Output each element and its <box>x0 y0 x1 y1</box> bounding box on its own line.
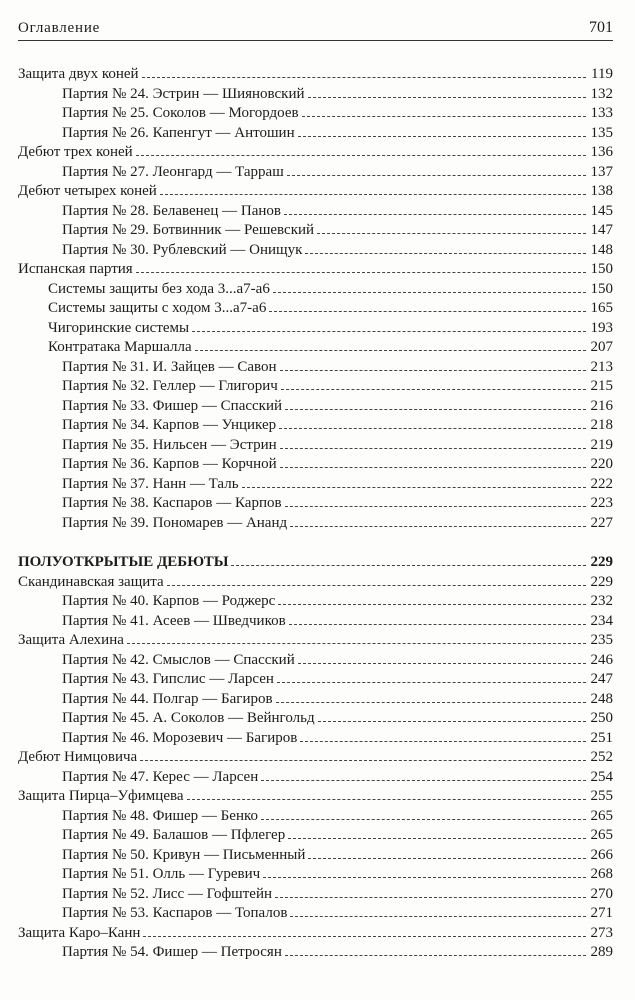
toc-entry-label: Партия № 53. Каспаров — Топалов <box>62 905 288 921</box>
dot-leader <box>280 467 586 468</box>
dot-leader <box>276 702 586 703</box>
toc-entry[interactable] <box>18 319 613 339</box>
toc-entry-label: Партия № 29. Ботвинник — Решевский <box>62 222 315 238</box>
toc-entry[interactable] <box>18 651 613 671</box>
toc-entry-page: 254 <box>590 768 613 785</box>
toc-entry[interactable] <box>18 592 613 612</box>
toc-entry[interactable] <box>18 85 613 105</box>
toc-entry-page: 147 <box>590 222 613 238</box>
toc-entry-label: Партия № 28. Белавенец — Панов <box>62 202 281 219</box>
toc-entry-label: Партия № 43. Гипслис — Ларсен <box>62 671 274 687</box>
dot-leader <box>231 565 586 566</box>
dot-leader <box>285 506 586 507</box>
toc-entry-label: Партия № 36. Карпов — Корчной <box>62 456 277 472</box>
dot-leader <box>284 214 586 215</box>
toc-entry-page: 119 <box>591 66 613 82</box>
dot-leader <box>140 760 586 761</box>
toc-entry-page: 250 <box>590 710 613 726</box>
toc-entry[interactable] <box>18 494 613 514</box>
toc-entry[interactable] <box>18 124 613 144</box>
toc-entry-page: 133 <box>590 105 613 121</box>
toc-entry[interactable] <box>18 416 613 436</box>
toc-entry-label: Партия № 35. Нильсен — Эстрин <box>62 436 277 453</box>
toc-entry-page: 216 <box>590 397 613 414</box>
toc-entry-label: Чигоринские системы <box>48 319 190 336</box>
dot-leader <box>277 682 586 683</box>
toc-entry-label: Скандинавская защита <box>18 573 164 590</box>
dot-leader <box>318 721 586 722</box>
toc-entry[interactable] <box>18 455 613 475</box>
toc-entry-label: Партия № 34. Карпов — Унцикер <box>62 417 277 433</box>
toc-entry-page: 132 <box>590 85 613 102</box>
dot-leader <box>308 97 586 98</box>
toc-entry[interactable] <box>18 221 613 241</box>
dot-leader <box>242 487 586 488</box>
dot-leader <box>285 409 586 410</box>
dot-leader <box>288 838 586 839</box>
dot-leader <box>287 175 586 176</box>
toc-entry-page: 213 <box>590 358 613 375</box>
toc-entry-page: 265 <box>590 827 613 843</box>
dot-leader <box>192 331 586 332</box>
toc-entry[interactable] <box>18 787 613 807</box>
section-spacer <box>18 533 613 553</box>
toc-entry-page: 268 <box>590 866 613 882</box>
dot-leader <box>187 799 586 800</box>
toc-entry-page: 150 <box>590 280 613 297</box>
toc-entry[interactable] <box>18 846 613 866</box>
dot-leader <box>290 916 586 917</box>
dot-leader <box>279 428 586 429</box>
dot-leader <box>142 77 586 78</box>
dot-leader <box>136 272 586 273</box>
toc-entry-label: Партия № 31. И. Зайцев — Савон <box>62 358 277 375</box>
dot-leader <box>290 526 586 527</box>
toc-entry[interactable] <box>18 143 613 163</box>
toc-entry[interactable] <box>18 748 613 768</box>
toc-entry-page: 265 <box>590 807 613 824</box>
toc-entry[interactable] <box>18 202 613 222</box>
toc-entry-label: Дебют Нимцовича <box>18 749 138 765</box>
toc-entry-label: Партия № 45. А. Соколов — Вейнгольд <box>62 710 315 726</box>
toc-entry-page: 251 <box>590 729 613 746</box>
toc-entry[interactable] <box>18 163 613 183</box>
toc-entry-page: 234 <box>590 612 613 629</box>
toc-entry-page: 165 <box>590 300 613 316</box>
toc-entry[interactable] <box>18 338 613 358</box>
toc-entry-label: Партия № 50. Кривун — Письменный <box>62 846 306 863</box>
toc-entry-page: 215 <box>590 378 613 394</box>
dot-leader <box>300 741 586 742</box>
dot-leader <box>317 233 586 234</box>
toc-entry[interactable] <box>18 924 613 944</box>
toc-entry[interactable] <box>18 397 613 417</box>
toc-entry-label: Системы защиты с ходом 3...a7-a6 <box>48 300 267 316</box>
toc-entry-label: Партия № 47. Керес — Ларсен <box>62 768 259 785</box>
toc-entry-label: Партия № 33. Фишер — Спасский <box>62 397 283 414</box>
toc-entry-page: 220 <box>590 456 613 472</box>
dot-leader <box>305 253 586 254</box>
toc-entry-page: 246 <box>590 651 613 668</box>
toc-entry-label: Партия № 49. Балашов — Пфлегер <box>62 827 286 843</box>
dot-leader <box>136 155 586 156</box>
toc-entry-page: 136 <box>590 144 613 160</box>
dot-leader <box>289 624 586 625</box>
toc-entry-label: Партия № 37. Нанн — Таль <box>62 475 239 492</box>
dot-leader <box>298 136 586 137</box>
toc-entry-page: 219 <box>590 436 613 453</box>
toc-entry-label: Партия № 46. Морозевич — Багиров <box>62 729 298 746</box>
toc-entry-label: Партия № 42. Смыслов — Спасский <box>62 651 295 668</box>
toc-entry-label: Партия № 25. Соколов — Могордоев <box>62 105 299 121</box>
toc-entry[interactable] <box>18 573 613 593</box>
toc-entry-label: Защита Алехина <box>18 632 124 648</box>
toc-entry-label: Партия № 24. Эстрин — Шияновский <box>62 85 305 102</box>
toc-entry-page: 138 <box>590 183 613 199</box>
dot-leader <box>143 936 586 937</box>
toc-entry[interactable] <box>18 826 613 846</box>
toc-entry-page: 289 <box>590 944 613 960</box>
toc-entry[interactable] <box>18 241 613 261</box>
toc-entry-page: 207 <box>590 339 613 355</box>
toc-entry-label: Контратака Маршалла <box>48 339 192 355</box>
toc-entry[interactable] <box>18 612 613 632</box>
dot-leader <box>273 292 586 293</box>
toc-entry[interactable] <box>18 904 613 924</box>
toc-entry[interactable] <box>18 943 613 963</box>
toc-entry-page: 229 <box>590 573 613 590</box>
dot-leader <box>285 955 586 956</box>
toc-entry-label: Партия № 48. Фишер — Бенко <box>62 807 258 824</box>
toc-entry-page: 229 <box>590 554 613 570</box>
dot-leader <box>261 819 586 820</box>
toc-entry-label: ПОЛУОТКРЫТЫЕ ДЕБЮТЫ <box>18 554 229 570</box>
toc-entry-label: Партия № 40. Карпов — Роджерс <box>62 593 276 609</box>
dot-leader <box>281 389 586 390</box>
dot-leader <box>308 858 586 859</box>
toc-entry-page: 232 <box>590 593 613 609</box>
toc-entry[interactable] <box>18 436 613 456</box>
dot-leader <box>298 663 586 664</box>
dot-leader <box>278 604 586 605</box>
toc-entry-page: 255 <box>590 788 613 804</box>
dot-leader <box>269 311 586 312</box>
toc-entry-label: Партия № 32. Геллер — Глигорич <box>62 378 278 394</box>
toc-entry[interactable] <box>18 377 613 397</box>
toc-entry-page: 273 <box>590 924 613 941</box>
toc-entry[interactable] <box>18 690 613 710</box>
toc-entry[interactable] <box>18 358 613 378</box>
dot-leader <box>195 350 586 351</box>
running-head-title: Оглавление <box>18 20 101 36</box>
dot-leader <box>167 585 586 586</box>
toc-entry[interactable] <box>18 807 613 827</box>
toc-entry-page: 148 <box>590 241 613 258</box>
toc-entry-label: Партия № 39. Пономарев — Ананд <box>62 514 288 531</box>
toc-entry-page: 227 <box>590 514 613 531</box>
toc-entry[interactable] <box>18 65 613 85</box>
toc-entry-page: 235 <box>590 632 613 648</box>
toc-entry-page: 193 <box>590 319 613 336</box>
toc-entry[interactable] <box>18 729 613 749</box>
dot-leader <box>261 780 586 781</box>
toc-entry-page: 271 <box>590 905 613 921</box>
toc-entry-page: 218 <box>590 417 613 433</box>
toc-section-heading[interactable] <box>18 553 613 573</box>
toc-entry-page: 145 <box>590 202 613 219</box>
toc-entry[interactable] <box>18 260 613 280</box>
dot-leader <box>263 877 586 878</box>
table-of-contents <box>18 65 613 963</box>
toc-entry-label: Партия № 54. Фишер — Петросян <box>62 944 282 960</box>
dot-leader <box>160 194 586 195</box>
toc-entry-label: Дебют трех коней <box>18 144 133 160</box>
toc-entry-label: Партия № 51. Олль — Гуревич <box>62 866 261 882</box>
dot-leader <box>275 897 586 898</box>
page-number: 701 <box>589 19 613 36</box>
toc-entry-page: 270 <box>590 885 613 902</box>
running-head <box>18 14 613 41</box>
toc-entry-label: Испанская партия <box>18 261 133 277</box>
toc-entry[interactable] <box>18 475 613 495</box>
toc-entry-page: 266 <box>590 846 613 863</box>
toc-entry-page: 137 <box>590 163 613 180</box>
toc-entry-page: 248 <box>590 690 613 707</box>
toc-entry-label: Партия № 30. Рублевский — Онищук <box>62 241 303 258</box>
toc-entry[interactable] <box>18 280 613 300</box>
toc-entry-label: Системы защиты без хода 3...a7-a6 <box>48 280 270 297</box>
toc-entry[interactable] <box>18 104 613 124</box>
toc-entry-page: 252 <box>590 749 613 765</box>
toc-entry[interactable] <box>18 670 613 690</box>
toc-entry[interactable] <box>18 182 613 202</box>
toc-entry[interactable] <box>18 865 613 885</box>
toc-entry-label: Партия № 26. Капенгут — Антошин <box>62 124 295 141</box>
toc-entry[interactable] <box>18 768 613 788</box>
dot-leader <box>280 448 586 449</box>
toc-entry[interactable] <box>18 709 613 729</box>
toc-entry-label: Дебют четырех коней <box>18 183 157 199</box>
toc-entry-label: Партия № 38. Каспаров — Карпов <box>62 495 282 511</box>
dot-leader <box>127 643 586 644</box>
toc-entry-page: 223 <box>590 495 613 511</box>
dot-leader <box>302 116 586 117</box>
toc-entry-label: Защита двух коней <box>18 66 139 82</box>
toc-entry-page: 135 <box>590 124 613 141</box>
toc-entry-page: 247 <box>590 671 613 687</box>
toc-entry[interactable] <box>18 299 613 319</box>
toc-entry-label: Партия № 41. Асеев — Шведчиков <box>62 612 286 629</box>
toc-entry-page: 222 <box>590 475 613 492</box>
toc-entry-label: Партия № 44. Полгар — Багиров <box>62 690 273 707</box>
toc-entry-label: Партия № 27. Леонгард — Тарраш <box>62 163 284 180</box>
toc-entry-label: Защита Пирца–Уфимцева <box>18 788 184 804</box>
toc-entry[interactable] <box>18 631 613 651</box>
toc-entry-label: Партия № 52. Лисс — Гофштейн <box>62 885 272 902</box>
toc-entry-label: Защита Каро–Канн <box>18 924 141 941</box>
dot-leader <box>280 370 586 371</box>
toc-entry-page: 150 <box>590 261 613 277</box>
toc-entry[interactable] <box>18 885 613 905</box>
toc-entry[interactable] <box>18 514 613 534</box>
